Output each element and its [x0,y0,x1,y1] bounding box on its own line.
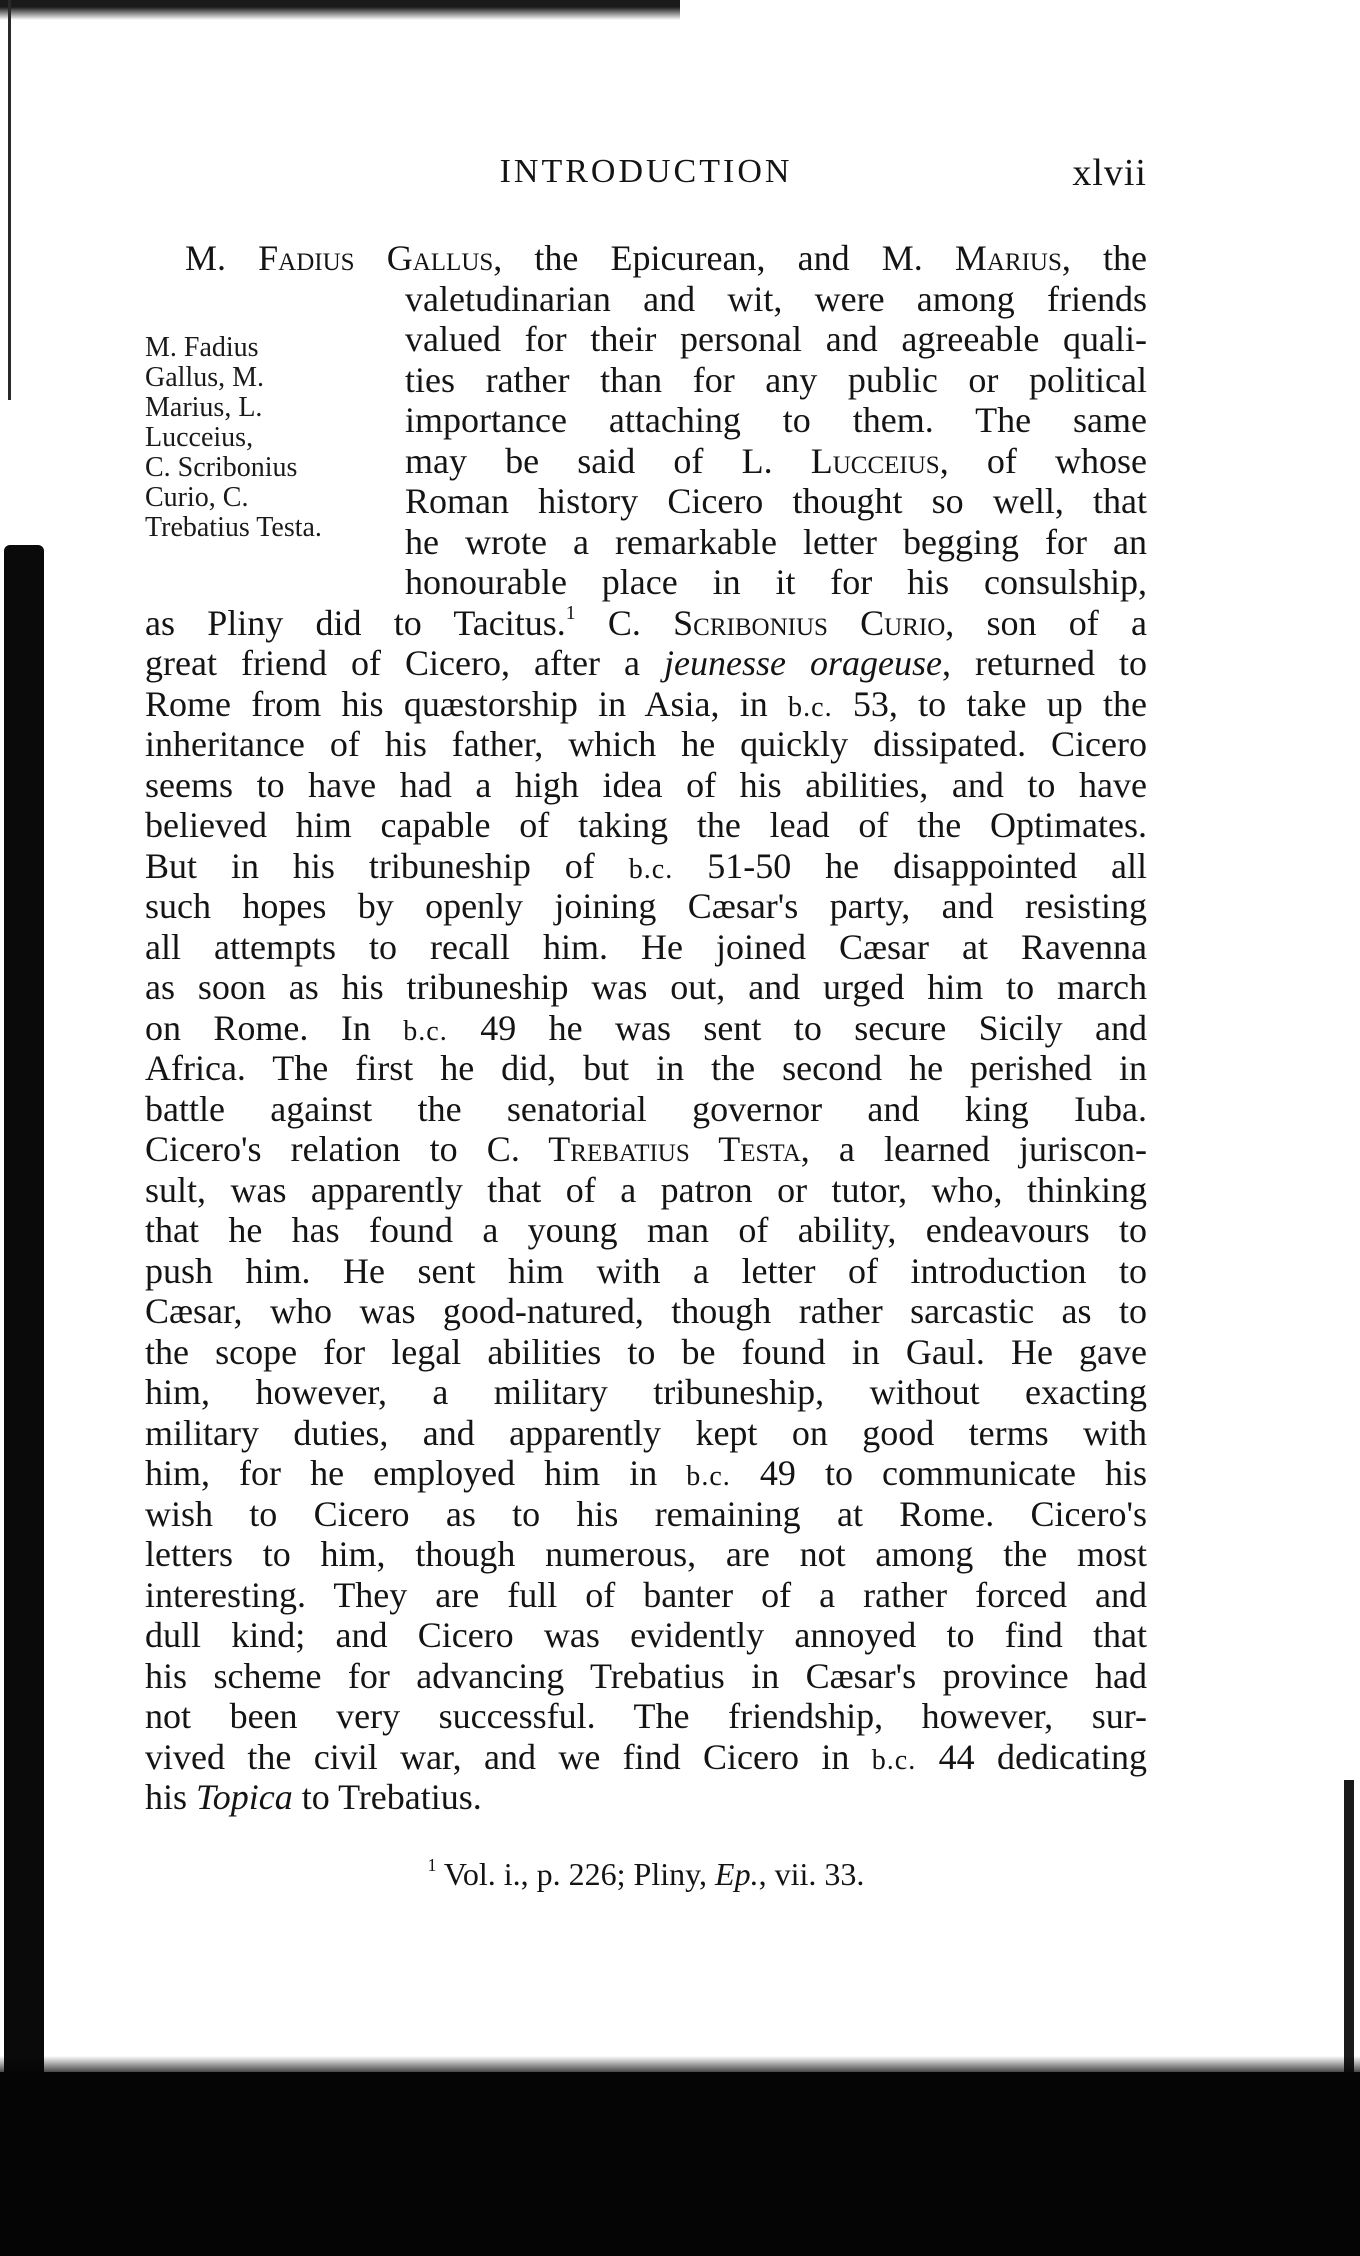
text-line: he wrote a remarkable letter begging for an [405,521,1147,562]
text-line: the scope for legal abilities to be found in Gaul. He gave [145,1331,1147,1372]
text-line: Africa. The first he did, but in the second he perished in [145,1048,1147,1088]
text-line: as Pliny did to Tacitus.$^1$ C. Scribonius Curio, son of a [145,601,1147,643]
margin-note-line: C. Scribonius [145,452,298,483]
text-line: But in his tribuneship of b.c. 51-50 he disappointed all [145,845,1148,886]
text-line: his Topica to Trebatius. [145,1777,482,1817]
text-line: as soon as his tribuneship was out, and urged him to march [145,967,1147,1007]
text-line: push him. He sent him with a letter of introduction to [145,1250,1147,1291]
scan-edge-left [4,545,44,2075]
body-text [145,238,1147,1818]
running-head-title: INTRODUCTION [499,153,793,190]
margin-note-line: Trebatius Testa. [145,512,322,543]
text-line: all attempts to recall him. He joined Cæsar at Ravenna [145,926,1147,967]
text-line: honourable place in it for his consulship, [405,562,1147,602]
page-number: xlvii [1072,152,1147,194]
text-line: military duties, and apparently kept on good terms with [145,1412,1147,1453]
text-line: dull kind; and Cicero was evidently annoyed to find that [145,1615,1147,1655]
text-line: inheritance of his father, which he quickly dissipated. Cicero [145,724,1147,764]
text-line: seems to have had a high idea of his abilities, and to have [145,764,1147,805]
text-line: great friend of Cicero, after a jeunesse orageuse, returned to [145,643,1148,683]
footnote-mark: 1 [427,1854,437,1875]
margin-note-line: Lucceius, [145,422,254,453]
running-head [145,153,1147,197]
text-line: Roman history Cicero thought so well, that [405,481,1147,521]
text-line: not been very successful. The friendship, however, sur- [145,1696,1147,1736]
margin-note-line: M. Fadius [145,332,259,363]
text-line: wish to Cicero as to his remaining at Rome. Cicero's [145,1493,1147,1534]
text-line: Cicero's relation to C. Trebatius Testa, a learned juriscon- [145,1129,1148,1169]
text-line: such hopes by openly joining Cæsar's party, and resisting [145,886,1147,926]
text-line: importance attaching to them. The same [405,400,1147,440]
scan-edge-bottom [0,2072,1360,2256]
footnote-ref: 1 [565,601,576,624]
text-line: vived the civil war, and we find Cicero in b.c. 44 dedicating [145,1736,1147,1777]
text-line: him, for he employed him in b.c. 49 to communicate his [145,1453,1147,1493]
text-line: him, however, a military tribuneship, without exacting [145,1372,1147,1412]
scan-edge-top [0,0,680,20]
text-line: his scheme for advancing Trebatius in Cæsar's province had [145,1655,1147,1696]
text-line: valued for their personal and agreeable quali- [405,319,1147,359]
text-line: ties rather than for any public or political [405,359,1147,400]
scan-edge-right [1344,1780,1354,2080]
text-line: that he has found a young man of ability, endeavours to [145,1210,1147,1250]
text-line: on Rome. In b.c. 49 he was sent to secure Sicily and [145,1007,1147,1048]
text-line: letters to him, though numerous, are not among the most [145,1534,1147,1574]
text-line: believed him capable of taking the lead of the Optimates. [145,805,1147,845]
text-line: Rome from his quæstorship in Asia, in b.c. 53, to take up the [145,683,1147,724]
text-line: valetudinarian and wit, were among friends [405,278,1147,319]
margin-note-line: Marius, L. [145,392,263,423]
text-line: Cæsar, who was good-natured, though rather sarcastic as to [145,1291,1147,1331]
margin-note-line: Curio, C. [145,482,249,513]
text-line: may be said of L. Lucceius, of whose [405,440,1147,481]
margin-note-line: Gallus, M. [145,362,264,393]
text-line: battle against the senatorial governor and king Iuba. [145,1088,1147,1129]
text-line: sult, was apparently that of a patron or tutor, who, thinking [145,1169,1147,1210]
footnote: $^1$ Vol. i., p. 226; Pliny, Ep., vii. 33. [427,1854,865,1892]
text-line: interesting. They are full of banter of a rather forced and [145,1574,1147,1615]
text-line: M. Fadius Gallus, the Epicurean, and M. Marius, the [185,238,1147,278]
scan-edge-left-thin [8,0,11,400]
